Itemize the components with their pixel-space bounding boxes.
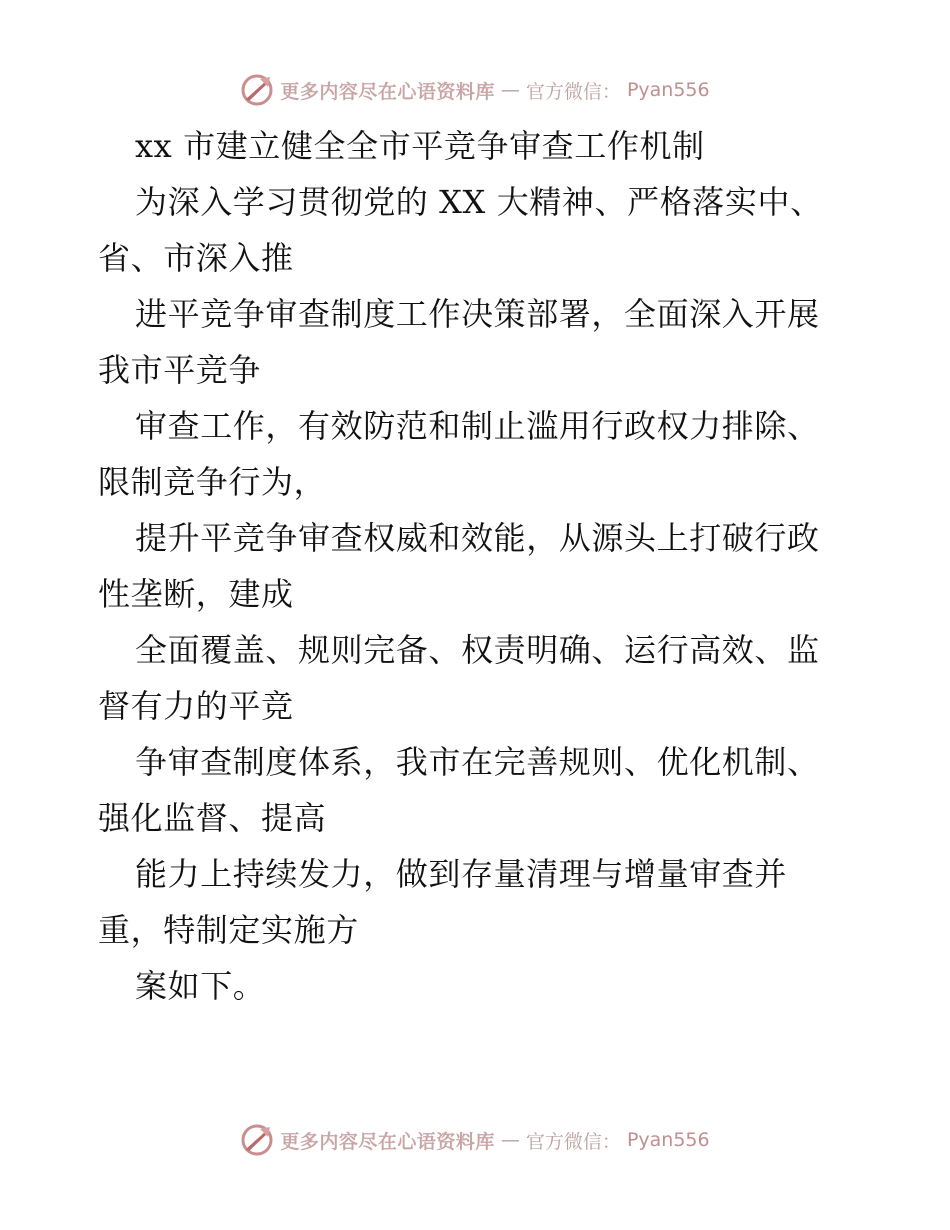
paragraph-line: 审查工作，有效防范和制止滥用行政权力排除、 — [135, 407, 820, 445]
header-watermark — [0, 70, 950, 110]
paragraph-line: 提升平竞争审查权威和效能，从源头上打破行政 — [135, 519, 820, 557]
document-title: xx 市建立健全全市平竞争审查工作机制 — [135, 127, 705, 165]
watermark-text: 更多内容尽在心语资料库 — [280, 1130, 495, 1153]
watermark-wechat-label: 官方微信： — [525, 1130, 621, 1153]
watermark-text: 更多内容尽在心语资料库 — [280, 80, 495, 103]
paragraph-line: 全面覆盖、规则完备、权责明确、运行高效、监 — [135, 631, 820, 669]
document-body — [98, 118, 878, 1014]
paragraph-line: 我市平竞争 — [98, 351, 262, 389]
paragraph-line: 争审查制度体系，我市在完善规则、优化机制、 — [135, 743, 820, 781]
paragraph-line: 限制竞争行为， — [98, 463, 327, 501]
footer-watermark — [0, 1120, 950, 1160]
watermark-wechat-id: Pyan556 — [626, 79, 710, 101]
paragraph-line: 性垄断，建成 — [98, 575, 294, 613]
paragraph-line: 督有力的平竞 — [98, 687, 294, 725]
paragraph-line: 能力上持续发力，做到存量清理与增量审查并 — [135, 855, 788, 893]
paragraph-line: 进平竞争审查制度工作决策部署，全面深入开展 — [135, 295, 820, 333]
watermark-dash: — — [500, 1129, 520, 1151]
paragraph-line: 强化监督、提高 — [98, 799, 327, 837]
quill-pen-logo-icon — [240, 1123, 274, 1157]
paragraph-line: 案如下。 — [135, 967, 266, 1005]
paragraph-line: 重，特制定实施方 — [98, 911, 359, 949]
watermark-dash: — — [500, 79, 520, 101]
quill-pen-logo-icon — [240, 73, 274, 107]
watermark-wechat-id: Pyan556 — [626, 1129, 710, 1151]
watermark-wechat-label: 官方微信： — [525, 80, 621, 103]
paragraph-line: 省、市深入推 — [98, 239, 294, 277]
paragraph-line: 为深入学习贯彻党的 XX 大精神、严格落实中、 — [135, 183, 823, 221]
